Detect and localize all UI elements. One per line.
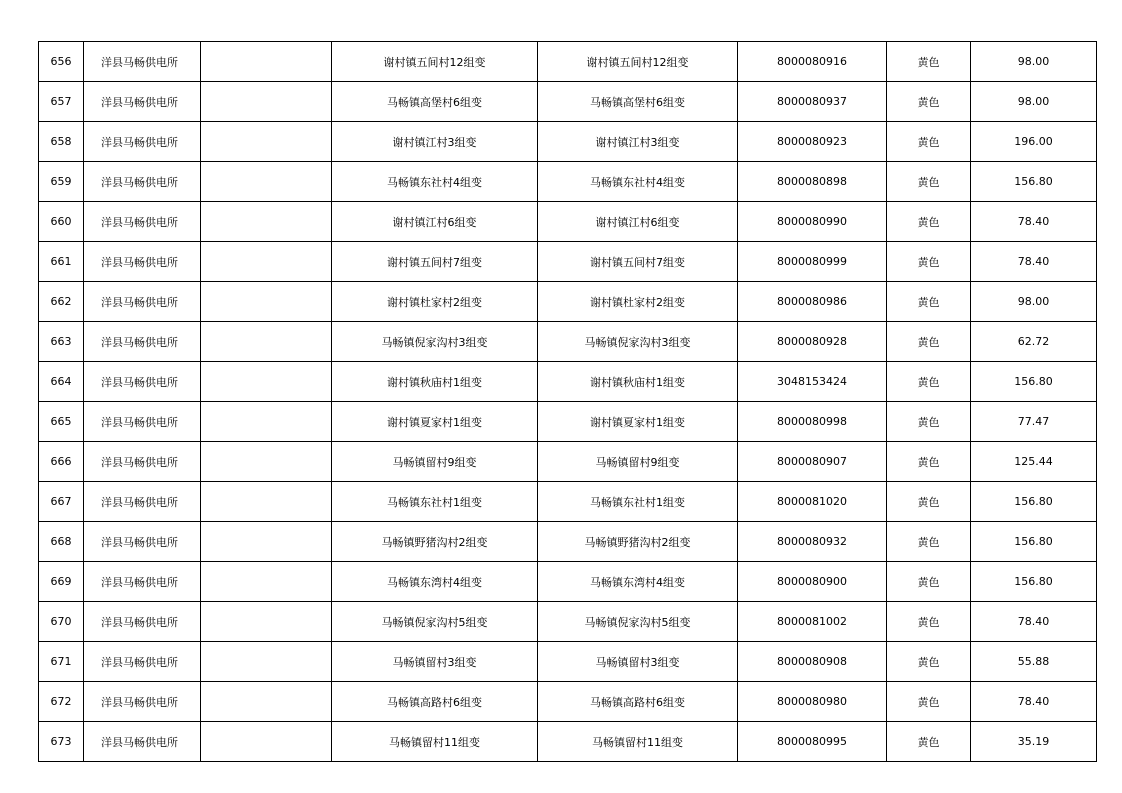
- substation-name-cell: 谢村镇杜家村2组变: [332, 282, 538, 322]
- row-number-cell: 668: [39, 522, 84, 562]
- row-number-cell: 658: [39, 122, 84, 162]
- transformer-name-cell: 马畅镇高堡村6组变: [538, 82, 738, 122]
- blank-cell: [201, 202, 332, 242]
- table-row: [39, 322, 1097, 362]
- transformer-name-cell: 谢村镇江村3组变: [538, 122, 738, 162]
- substation-name-cell: 谢村镇夏家村1组变: [332, 402, 538, 442]
- transformer-name-cell: 谢村镇秋庙村1组变: [538, 362, 738, 402]
- blank-cell: [201, 122, 332, 162]
- asset-code-cell: 8000080990: [738, 202, 887, 242]
- table-row: [39, 442, 1097, 482]
- supply-station-cell: 洋县马畅供电所: [84, 282, 201, 322]
- table-row: [39, 202, 1097, 242]
- supply-station-cell: 洋县马畅供电所: [84, 442, 201, 482]
- warning-color-cell: 黄色: [887, 282, 971, 322]
- table-row: [39, 42, 1097, 82]
- value-cell: 196.00: [971, 122, 1097, 162]
- warning-color-cell: 黄色: [887, 682, 971, 722]
- table-row: [39, 122, 1097, 162]
- table-row: [39, 482, 1097, 522]
- supply-station-cell: 洋县马畅供电所: [84, 482, 201, 522]
- transformer-name-cell: 谢村镇夏家村1组变: [538, 402, 738, 442]
- substation-name-cell: 谢村镇秋庙村1组变: [332, 362, 538, 402]
- value-cell: 98.00: [971, 82, 1097, 122]
- table-row: [39, 602, 1097, 642]
- asset-code-cell: 8000080980: [738, 682, 887, 722]
- blank-cell: [201, 82, 332, 122]
- blank-cell: [201, 562, 332, 602]
- table-row: [39, 162, 1097, 202]
- blank-cell: [201, 442, 332, 482]
- transformer-name-cell: 马畅镇留村11组变: [538, 722, 738, 762]
- table-row: [39, 682, 1097, 722]
- supply-station-cell: 洋县马畅供电所: [84, 682, 201, 722]
- transformer-name-cell: 谢村镇杜家村2组变: [538, 282, 738, 322]
- transformer-name-cell: 马畅镇东湾村4组变: [538, 562, 738, 602]
- warning-color-cell: 黄色: [887, 202, 971, 242]
- data-table-sheet: [38, 41, 1097, 762]
- asset-code-cell: 8000080900: [738, 562, 887, 602]
- value-cell: 78.40: [971, 242, 1097, 282]
- transformer-name-cell: 马畅镇留村3组变: [538, 642, 738, 682]
- transformer-name-cell: 马畅镇东社村1组变: [538, 482, 738, 522]
- row-number-cell: 657: [39, 82, 84, 122]
- substation-name-cell: 马畅镇留村11组变: [332, 722, 538, 762]
- asset-code-cell: 8000080937: [738, 82, 887, 122]
- supply-station-cell: 洋县马畅供电所: [84, 722, 201, 762]
- blank-cell: [201, 362, 332, 402]
- row-number-cell: 665: [39, 402, 84, 442]
- table-row: [39, 522, 1097, 562]
- substation-name-cell: 马畅镇野猪沟村2组变: [332, 522, 538, 562]
- row-number-cell: 669: [39, 562, 84, 602]
- substation-name-cell: 马畅镇倪家沟村3组变: [332, 322, 538, 362]
- value-cell: 62.72: [971, 322, 1097, 362]
- substation-name-cell: 谢村镇江村6组变: [332, 202, 538, 242]
- table-row: [39, 242, 1097, 282]
- table-row: [39, 282, 1097, 322]
- value-cell: 78.40: [971, 202, 1097, 242]
- supply-station-cell: 洋县马畅供电所: [84, 642, 201, 682]
- asset-code-cell: 8000080986: [738, 282, 887, 322]
- asset-code-cell: 8000081020: [738, 482, 887, 522]
- blank-cell: [201, 642, 332, 682]
- supply-station-cell: 洋县马畅供电所: [84, 522, 201, 562]
- asset-code-cell: 8000080908: [738, 642, 887, 682]
- asset-code-cell: 8000080995: [738, 722, 887, 762]
- blank-cell: [201, 482, 332, 522]
- warning-color-cell: 黄色: [887, 602, 971, 642]
- warning-color-cell: 黄色: [887, 402, 971, 442]
- row-number-cell: 670: [39, 602, 84, 642]
- warning-color-cell: 黄色: [887, 162, 971, 202]
- substation-name-cell: 马畅镇东湾村4组变: [332, 562, 538, 602]
- table-row: [39, 722, 1097, 762]
- transformer-name-cell: 马畅镇野猪沟村2组变: [538, 522, 738, 562]
- substation-name-cell: 马畅镇留村9组变: [332, 442, 538, 482]
- warning-color-cell: 黄色: [887, 322, 971, 362]
- transformer-name-cell: 马畅镇东社村4组变: [538, 162, 738, 202]
- blank-cell: [201, 602, 332, 642]
- blank-cell: [201, 282, 332, 322]
- warning-color-cell: 黄色: [887, 562, 971, 602]
- warning-color-cell: 黄色: [887, 122, 971, 162]
- row-number-cell: 662: [39, 282, 84, 322]
- substation-name-cell: 马畅镇高堡村6组变: [332, 82, 538, 122]
- substation-name-cell: 马畅镇留村3组变: [332, 642, 538, 682]
- supply-station-cell: 洋县马畅供电所: [84, 322, 201, 362]
- value-cell: 98.00: [971, 42, 1097, 82]
- supply-station-cell: 洋县马畅供电所: [84, 562, 201, 602]
- value-cell: 55.88: [971, 642, 1097, 682]
- table-row: [39, 642, 1097, 682]
- blank-cell: [201, 402, 332, 442]
- asset-code-cell: 8000081002: [738, 602, 887, 642]
- substation-name-cell: 马畅镇高路村6组变: [332, 682, 538, 722]
- transformer-name-cell: 谢村镇五间村12组变: [538, 42, 738, 82]
- value-cell: 78.40: [971, 602, 1097, 642]
- value-cell: 156.80: [971, 562, 1097, 602]
- asset-code-cell: 8000080998: [738, 402, 887, 442]
- value-cell: 35.19: [971, 722, 1097, 762]
- warning-color-cell: 黄色: [887, 362, 971, 402]
- blank-cell: [201, 722, 332, 762]
- blank-cell: [201, 242, 332, 282]
- value-cell: 156.80: [971, 362, 1097, 402]
- blank-cell: [201, 42, 332, 82]
- transformer-name-cell: 谢村镇江村6组变: [538, 202, 738, 242]
- warning-color-cell: 黄色: [887, 442, 971, 482]
- blank-cell: [201, 322, 332, 362]
- row-number-cell: 664: [39, 362, 84, 402]
- substation-name-cell: 谢村镇五间村7组变: [332, 242, 538, 282]
- table-row: [39, 82, 1097, 122]
- supply-station-cell: 洋县马畅供电所: [84, 362, 201, 402]
- row-number-cell: 656: [39, 42, 84, 82]
- asset-code-cell: 8000080898: [738, 162, 887, 202]
- table-row: [39, 562, 1097, 602]
- transformer-name-cell: 马畅镇留村9组变: [538, 442, 738, 482]
- row-number-cell: 667: [39, 482, 84, 522]
- supply-station-cell: 洋县马畅供电所: [84, 82, 201, 122]
- substation-name-cell: 马畅镇倪家沟村5组变: [332, 602, 538, 642]
- asset-code-cell: 8000080907: [738, 442, 887, 482]
- value-cell: 98.00: [971, 282, 1097, 322]
- blank-cell: [201, 522, 332, 562]
- transformer-name-cell: 马畅镇高路村6组变: [538, 682, 738, 722]
- row-number-cell: 673: [39, 722, 84, 762]
- row-number-cell: 663: [39, 322, 84, 362]
- row-number-cell: 671: [39, 642, 84, 682]
- value-cell: 156.80: [971, 522, 1097, 562]
- substation-name-cell: 马畅镇东社村1组变: [332, 482, 538, 522]
- warning-color-cell: 黄色: [887, 722, 971, 762]
- supply-station-cell: 洋县马畅供电所: [84, 242, 201, 282]
- supply-station-cell: 洋县马畅供电所: [84, 602, 201, 642]
- supply-station-cell: 洋县马畅供电所: [84, 202, 201, 242]
- asset-code-cell: 3048153424: [738, 362, 887, 402]
- value-cell: 77.47: [971, 402, 1097, 442]
- asset-code-cell: 8000080932: [738, 522, 887, 562]
- value-cell: 125.44: [971, 442, 1097, 482]
- warning-color-cell: 黄色: [887, 642, 971, 682]
- supply-station-cell: 洋县马畅供电所: [84, 122, 201, 162]
- value-cell: 156.80: [971, 162, 1097, 202]
- blank-cell: [201, 682, 332, 722]
- table-row: [39, 362, 1097, 402]
- substation-name-cell: 谢村镇江村3组变: [332, 122, 538, 162]
- asset-code-cell: 8000080999: [738, 242, 887, 282]
- warning-color-cell: 黄色: [887, 42, 971, 82]
- row-number-cell: 660: [39, 202, 84, 242]
- warning-color-cell: 黄色: [887, 242, 971, 282]
- transformer-name-cell: 马畅镇倪家沟村5组变: [538, 602, 738, 642]
- data-table: [38, 41, 1097, 762]
- substation-name-cell: 马畅镇东社村4组变: [332, 162, 538, 202]
- warning-color-cell: 黄色: [887, 482, 971, 522]
- asset-code-cell: 8000080928: [738, 322, 887, 362]
- warning-color-cell: 黄色: [887, 522, 971, 562]
- row-number-cell: 672: [39, 682, 84, 722]
- supply-station-cell: 洋县马畅供电所: [84, 42, 201, 82]
- transformer-name-cell: 马畅镇倪家沟村3组变: [538, 322, 738, 362]
- table-row: [39, 402, 1097, 442]
- blank-cell: [201, 162, 332, 202]
- warning-color-cell: 黄色: [887, 82, 971, 122]
- value-cell: 156.80: [971, 482, 1097, 522]
- supply-station-cell: 洋县马畅供电所: [84, 162, 201, 202]
- asset-code-cell: 8000080916: [738, 42, 887, 82]
- substation-name-cell: 谢村镇五间村12组变: [332, 42, 538, 82]
- supply-station-cell: 洋县马畅供电所: [84, 402, 201, 442]
- value-cell: 78.40: [971, 682, 1097, 722]
- transformer-name-cell: 谢村镇五间村7组变: [538, 242, 738, 282]
- asset-code-cell: 8000080923: [738, 122, 887, 162]
- row-number-cell: 661: [39, 242, 84, 282]
- row-number-cell: 666: [39, 442, 84, 482]
- row-number-cell: 659: [39, 162, 84, 202]
